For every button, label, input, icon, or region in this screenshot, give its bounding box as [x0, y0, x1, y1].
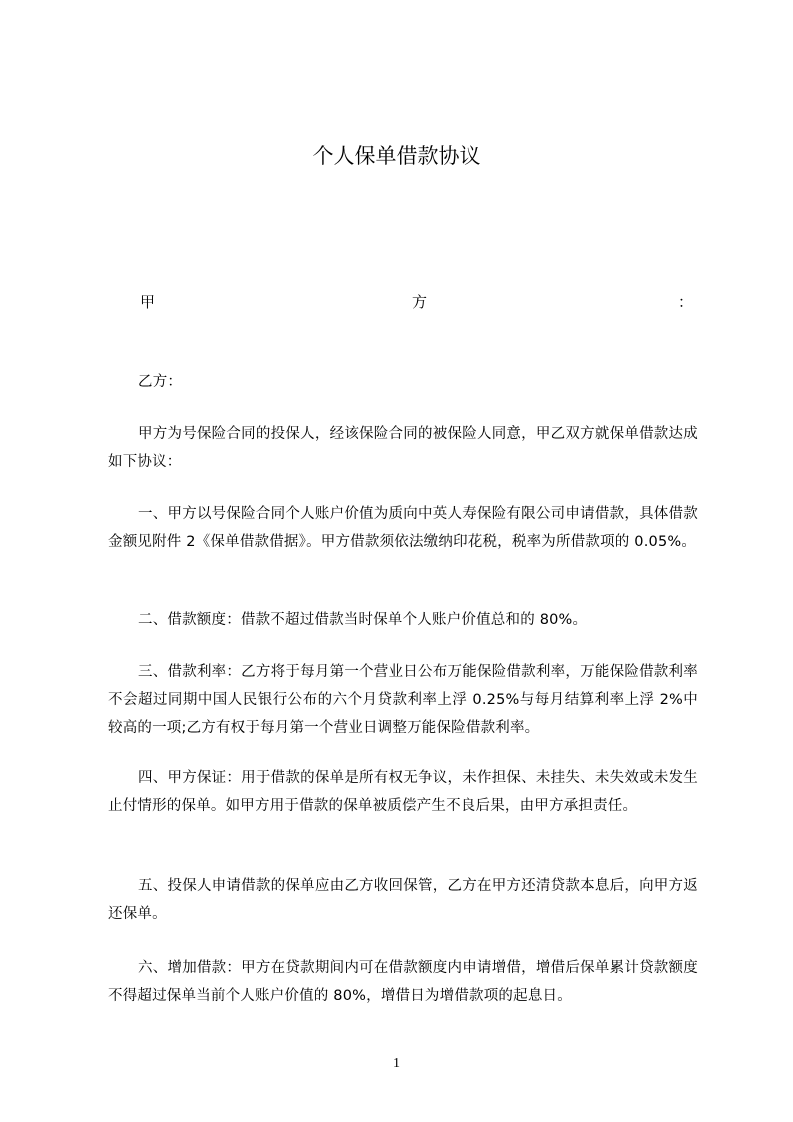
clause-3-paragraph: 三、借款利率：乙方将于每月第一个营业日公布万能保险借款利率，万能保险借款利率不会超过同期中国人民银行公布的六个月贷款利率上浮 0.25%与每月结算利率上浮 2%中较高的一项;乙方有权于每月第一个营业日调整万能保险借款利率。: [108, 664, 698, 736]
party-b-line: 乙方：: [138, 374, 183, 390]
party-a-colon: ：: [678, 293, 694, 311]
intro-paragraph: 甲方为号保险合同的投保人，经该保险合同的被保险人同意，甲乙双方就保单借款达成如下协议：: [108, 426, 698, 470]
clause-2-paragraph: 二、借款额度：借款不超过借款当时保单个人账户价值总和的 80%。: [138, 612, 588, 628]
clause-6-paragraph: 六、增加借款：甲方在贷款期间内可在借款额度内申请增借，增借后保单累计贷款额度不得超过保单当前个人账户价值的 80%，增借日为增借款项的起息日。: [108, 960, 698, 1004]
party-a-label-second: 方: [412, 293, 428, 311]
clause-4-paragraph: 四、甲方保证：用于借款的保单是所有权无争议，未作担保、未挂失、未失效或未发生止付情形的保单。如甲方用于借款的保单被质偿产生不良后果，由甲方承担责任。: [108, 770, 698, 814]
party-a-line: [140, 290, 693, 314]
document-title: 个人保单借款协议: [312, 144, 481, 168]
page-number: 1: [393, 1056, 400, 1071]
party-a-label-first: 甲: [140, 293, 156, 311]
clause-5-paragraph: 五、投保人申请借款的保单应由乙方收回保管，乙方在甲方还清贷款本息后，向甲方返还保单。: [108, 878, 698, 922]
clause-1-paragraph: 一、甲方以号保险合同个人账户价值为质向中英人寿保险有限公司申请借款，具体借款金额见附件 2《保单借款借据》。甲方借款须依法缴纳印花税，税率为所借款项的 0.05%。: [108, 506, 698, 550]
